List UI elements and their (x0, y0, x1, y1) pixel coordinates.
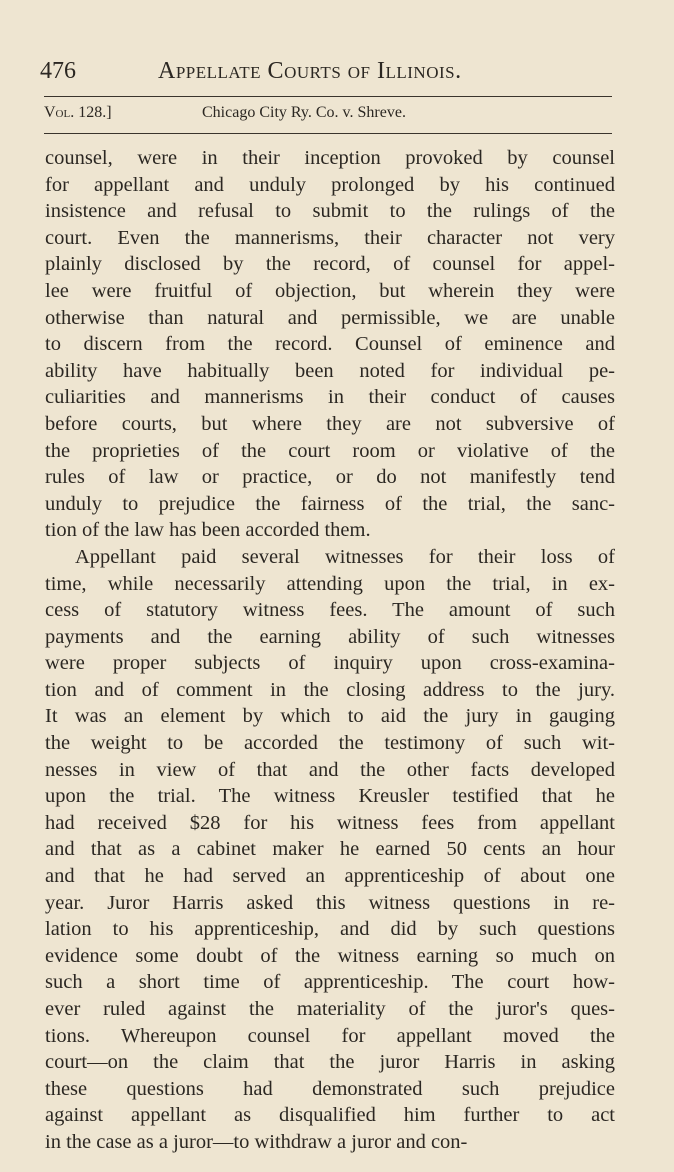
text-line: ability have habitually been noted for individual pe- (45, 359, 615, 382)
running-title: Appellate Courts of Illinois. (158, 58, 462, 84)
text-line: against appellant as disqualified him further to act (45, 1104, 615, 1127)
case-title: Chicago City Ry. Co. v. Shreve. (202, 104, 406, 121)
text-line: lee were fruitful of objection, but wherein they were (45, 279, 615, 302)
text-line: tion of the law has been accorded them. (45, 519, 371, 542)
text-line: evidence some doubt of the witness earning so much on (45, 944, 615, 967)
text-line: before courts, but where they are not subversive of (45, 412, 615, 435)
text-line: these questions had demonstrated such prejudice (45, 1077, 615, 1100)
header-rule-bottom (44, 133, 612, 134)
text-line: insistence and refusal to submit to the rulings of the (45, 200, 615, 223)
text-line: nesses in view of that and the other facts developed (45, 758, 615, 781)
text-line: the proprieties of the court room or violative of the (45, 439, 615, 462)
text-line: such a short time of apprenticeship. The court how- (45, 971, 615, 994)
text-line: rules of law or practice, or do not manifestly tend (45, 466, 615, 489)
text-line: counsel, were in their inception provoked by counsel (45, 147, 615, 169)
text-line: had received $28 for his witness fees from appellant (45, 811, 615, 834)
text-line: were proper subjects of inquiry upon cross-examina- (45, 652, 615, 675)
text-line: lation to his apprenticeship, and did by such questions (45, 918, 615, 941)
text-line: in the case as a juror—to withdraw a juror and con- (45, 1130, 468, 1153)
text-line: unduly to prejudice the fairness of the trial, the sanc- (45, 492, 615, 515)
text-line: plainly disclosed by the record, of counsel for appel- (45, 253, 615, 276)
text-line: payments and the earning ability of such witnesses (45, 625, 615, 648)
running-header (40, 58, 616, 88)
page-number: 476 (40, 58, 76, 84)
text-line: upon the trial. The witness Kreusler testified that he (45, 785, 615, 808)
text-line: and that he had served an apprenticeship of about one (45, 865, 615, 888)
text-line: time, while necessarily attending upon the trial, in ex- (45, 572, 615, 595)
text-line: cess of statutory witness fees. The amount of such (45, 599, 615, 622)
volume-label: Vol. 128.] (44, 104, 112, 121)
text-line: year. Juror Harris asked this witness questions in re- (45, 891, 615, 914)
text-line: the weight to be accorded the testimony of such wit- (45, 732, 615, 755)
body-text (45, 145, 615, 1156)
text-line: tions. Whereupon counsel for appellant moved the (45, 1024, 615, 1047)
text-line: ever ruled against the materiality of the juror's ques- (45, 998, 615, 1020)
text-line: otherwise than natural and permissible, we are unable (45, 306, 615, 329)
text-line: to discern from the record. Counsel of eminence and (45, 333, 615, 356)
text-line: culiarities and mannerisms in their conduct of causes (45, 386, 615, 409)
text-line: tion and of comment in the closing address to the jury. (45, 678, 615, 701)
text-line: It was an element by which to aid the jury in gauging (45, 705, 615, 728)
text-line: court—on the claim that the juror Harris in asking (45, 1051, 615, 1074)
text-line: and that as a cabinet maker he earned 50 cents an hour (45, 838, 615, 861)
header-rule-top (44, 96, 612, 97)
text-line: Appellant paid several witnesses for their loss of (75, 545, 615, 568)
text-line: for appellant and unduly prolonged by his continued (45, 173, 615, 196)
text-line: court. Even the mannerisms, their character not very (45, 226, 615, 249)
